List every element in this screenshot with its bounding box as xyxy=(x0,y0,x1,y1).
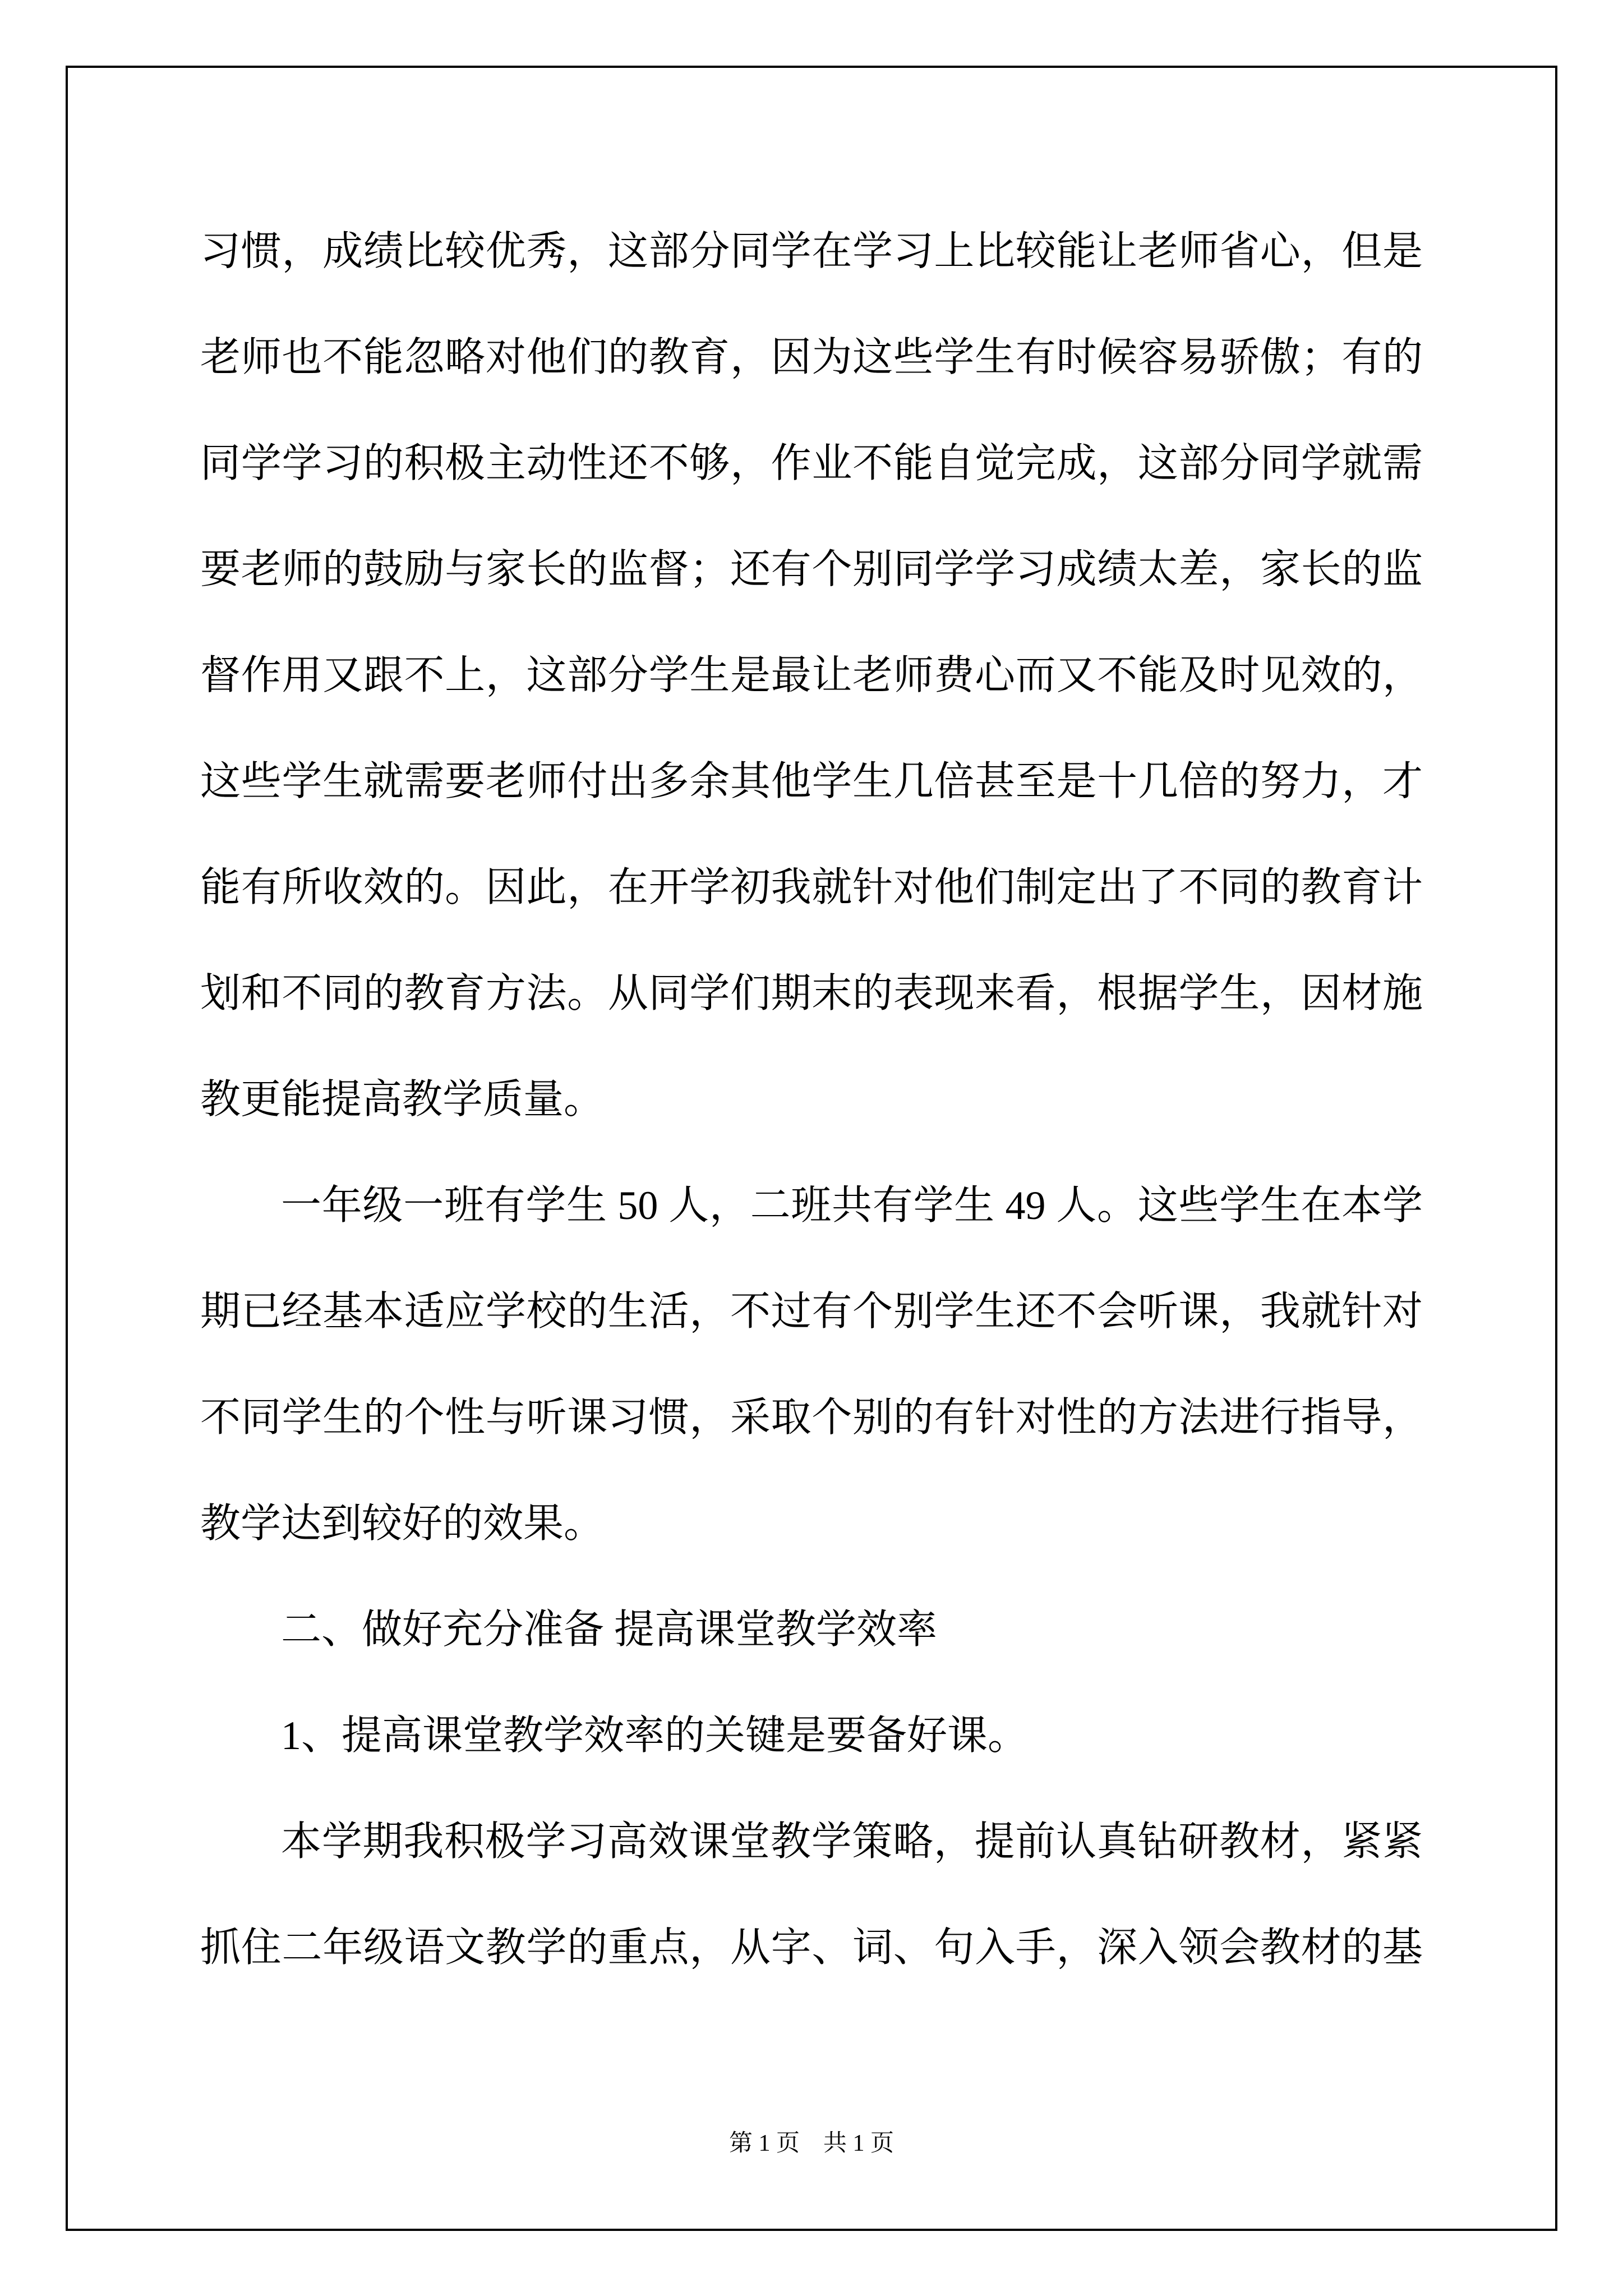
body-text-line: 同学学习的积极主动性还不够，作业不能自觉完成，这部分同学就需 xyxy=(200,441,1423,486)
body-text-line: 教更能提高教学质量。 xyxy=(200,1077,605,1122)
body-text-line: 要老师的鼓励与家长的监督；还有个别同学学习成绩太差，家长的监 xyxy=(200,547,1423,592)
body-text-line: 教学达到较好的效果。 xyxy=(200,1501,605,1546)
body-text-line: 这些学生就需要老师付出多余其他学生几倍甚至是十几倍的努力，才 xyxy=(200,759,1423,804)
body-text-line: 不同学生的个性与听课习惯，采取个别的有针对性的方法进行指导， xyxy=(200,1395,1423,1440)
body-text-line: 划和不同的教育方法。从同学们期末的表现来看，根据学生，因材施 xyxy=(200,971,1423,1016)
body-text-line: 抓住二年级语文教学的重点，从字、词、句入手，深入领会教材的基 xyxy=(200,1925,1423,1970)
body-text-line: 期已经基本适应学校的生活，不过有个别学生还不会听课，我就针对 xyxy=(200,1289,1423,1334)
document-body xyxy=(200,199,1423,2001)
body-text-line: 能有所收效的。因此，在开学初我就针对他们制定出了不同的教育计 xyxy=(200,865,1423,910)
section-heading-line: 二、做好充分准备 提高课堂教学效率 xyxy=(281,1607,938,1652)
body-text-line: 本学期我积极学习高效课堂教学策略，提前认真钻研教材，紧紧 xyxy=(281,1819,1423,1864)
body-text-line: 督作用又跟不上，这部分学生是最让老师费心而又不能及时见效的， xyxy=(200,653,1423,698)
body-text-line: 习惯，成绩比较优秀，这部分同学在学习上比较能让老师省心，但是 xyxy=(200,229,1423,274)
subsection-heading-line: 1、提高课堂教学效率的关键是要备好课。 xyxy=(281,1713,1029,1758)
page-footer: 第 1 页 共 1 页 xyxy=(728,2131,894,2156)
body-text-line: 一年级一班有学生 50 人，二班共有学生 49 人。这些学生在本学 xyxy=(281,1183,1423,1228)
body-text-line: 老师也不能忽略对他们的教育，因为这些学生有时候容易骄傲；有的 xyxy=(200,335,1423,380)
